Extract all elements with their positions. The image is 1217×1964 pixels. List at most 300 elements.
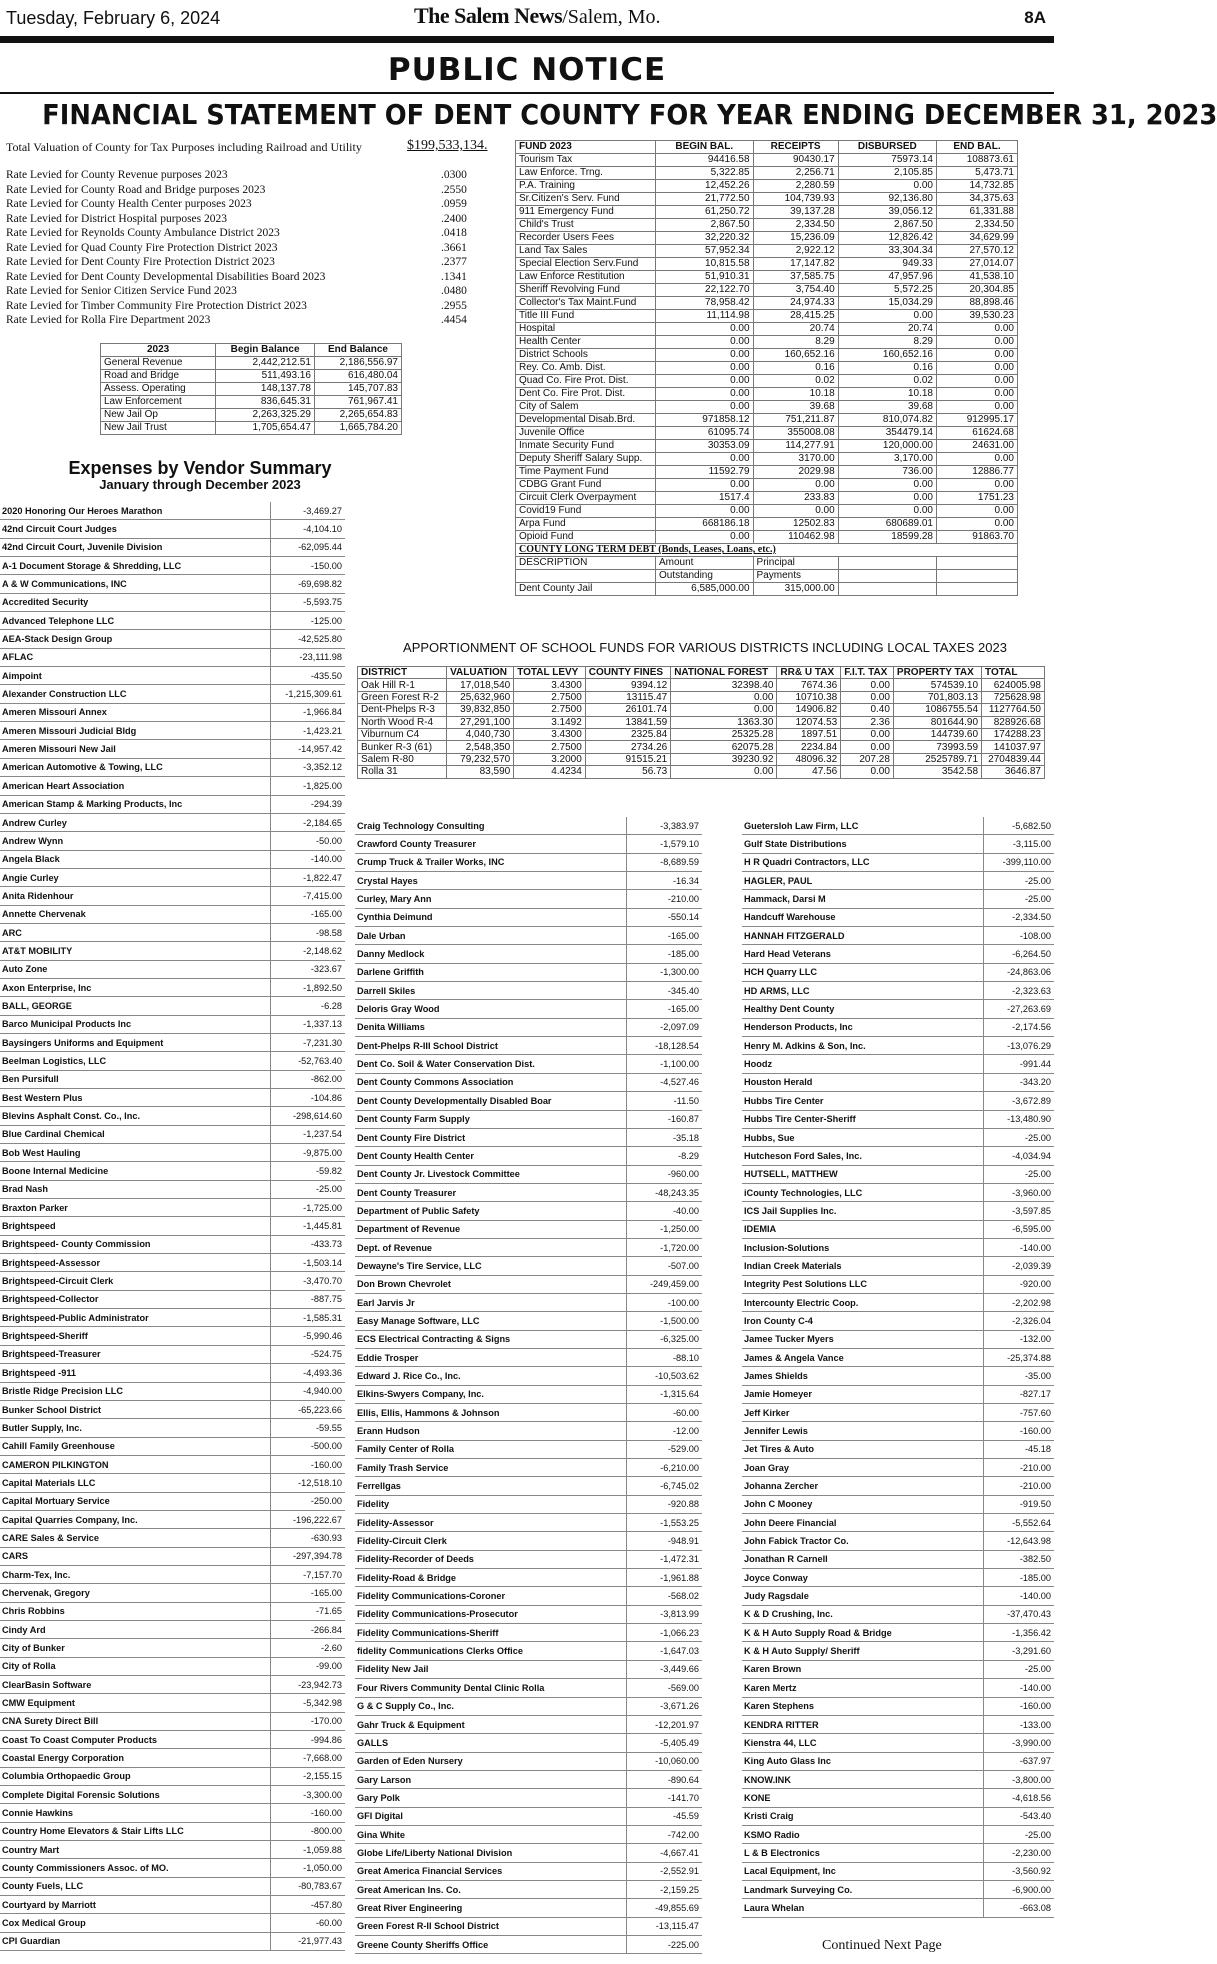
fund-cell: 0.00 — [936, 349, 1017, 362]
vendor-name: Cahill Family Greenhouse — [0, 1438, 271, 1455]
vendor-name: Darlene Griffith — [355, 964, 627, 981]
vendor-row — [355, 1037, 702, 1055]
vendor-row — [742, 835, 1054, 853]
vendor-amount: -125.00 — [310, 615, 342, 626]
vendor-name: HAGLER, PAUL — [742, 872, 984, 889]
vendor-amount: -2,184.65 — [303, 817, 342, 828]
vendor-amount: -249,459.00 — [649, 1279, 699, 1290]
school-cell: 0.40 — [841, 704, 894, 716]
vendor-amount: -98.58 — [315, 927, 342, 938]
school-cell: 2.36 — [841, 716, 894, 728]
vendor-row — [742, 1679, 1054, 1697]
vendor-amount: -433.73 — [310, 1239, 342, 1250]
vendor-amount: -140.00 — [1019, 1242, 1051, 1253]
vendor-row — [355, 1587, 702, 1605]
debt-cell: 315,000.00 — [753, 583, 838, 596]
vendor-amount: -6,210.00 — [660, 1462, 699, 1473]
vendor-name: Hoodz — [742, 1055, 984, 1072]
fund-cell: 810,074.82 — [838, 414, 936, 427]
vendor-amount: -35.00 — [1024, 1370, 1051, 1381]
fund-cell: 39,530.23 — [936, 310, 1017, 323]
vendor-amount: -10,060.00 — [655, 1756, 699, 1767]
vendor-name: AT&T MOBILITY — [0, 942, 271, 959]
fund-cell: Child's Trust — [516, 219, 656, 232]
vendor-name: James & Angela Vance — [742, 1349, 984, 1366]
vendor-amount: -991.44 — [1019, 1059, 1051, 1070]
vendor-row — [355, 854, 702, 872]
vendor-amount: -323.67 — [310, 964, 342, 975]
vendor-amount: -3,291.60 — [1012, 1646, 1051, 1657]
vendor-name: Crawford County Treasurer — [355, 835, 627, 852]
vendor-row — [355, 1404, 702, 1422]
vendor-row — [355, 1936, 702, 1954]
fund-cell: 0.00 — [936, 401, 1017, 414]
fund-cell: 51,910.31 — [656, 271, 754, 284]
vendor-row — [742, 1037, 1054, 1055]
debt-title: COUNTY LONG TERM DEBT (Bonds, Leases, Loans, etc.) — [516, 544, 1018, 557]
vendor-amount: -2,148.62 — [303, 945, 342, 956]
school-cell: 2.7500 — [514, 741, 586, 753]
school-cell: 2525789.71 — [893, 753, 981, 765]
vendor-name: Andrew Curley — [0, 814, 271, 831]
fund-row — [516, 492, 1018, 505]
vendor-amount: -742.00 — [667, 1829, 699, 1840]
public-notice-heading: PUBLIC NOTICE — [387, 52, 667, 88]
vendor-amount: -637.97 — [1019, 1756, 1051, 1767]
fund-row — [516, 167, 1018, 180]
school-cell: 91515.21 — [585, 753, 670, 765]
vendor-name: Brightspeed -911 — [0, 1364, 271, 1381]
school-cell: 2704839.44 — [982, 753, 1045, 765]
vendor-name: Hubbs Tire Center — [742, 1092, 984, 1109]
vendor-row — [0, 1217, 345, 1235]
school-cell: 62075.28 — [671, 741, 777, 753]
fund-cell: Juvenile Office — [516, 427, 656, 440]
vendor-name: HUTSELL, MATTHEW — [742, 1166, 984, 1183]
fund-cell: Hospital — [516, 323, 656, 336]
fund-cell: 0.00 — [838, 479, 936, 492]
rate-value: .0300 — [441, 169, 467, 181]
vendor-row — [355, 1606, 702, 1624]
vendor-row — [742, 945, 1054, 963]
vendor-name: Greene County Sheriffs Office — [355, 1936, 627, 1953]
vendor-row — [742, 890, 1054, 908]
vendor-amount: -2,174.56 — [1012, 1022, 1051, 1033]
balance-cell: 2,186,556.97 — [314, 357, 401, 370]
vendor-row — [0, 594, 345, 612]
vendor-amount: -1,961.88 — [660, 1572, 699, 1583]
vendor-amount: -69,698.82 — [298, 579, 342, 590]
vendor-name: Gahr Truck & Equipment — [355, 1716, 627, 1733]
vendor-row — [742, 1624, 1054, 1642]
fund-cell: 24631.00 — [936, 440, 1017, 453]
fund-row — [516, 284, 1018, 297]
paper-name: The Salem News — [414, 3, 563, 28]
school-cell: Oak Hill R-1 — [358, 679, 447, 691]
rate-value: .2377 — [441, 256, 467, 268]
vendor-name: Erann Hudson — [355, 1422, 627, 1439]
debt-header: Principal — [753, 557, 838, 570]
vendor-name: Dent Co. Soil & Water Conservation Dist. — [355, 1055, 627, 1072]
balance-cell: 145,707.83 — [314, 383, 401, 396]
fund-cell: 20.74 — [838, 323, 936, 336]
statement-title: FINANCIAL STATEMENT OF DENT COUNTY FOR YEAR ENDING DECEMBER 31, 2023 — [42, 98, 1217, 131]
rate-value: .2550 — [441, 183, 467, 196]
vendor-amount: -11.50 — [673, 1095, 699, 1106]
vendor-row — [0, 1859, 345, 1877]
vendor-amount: -3,960.00 — [1012, 1187, 1051, 1198]
vendor-amount: -108.00 — [1019, 930, 1051, 941]
vendor-row — [0, 961, 345, 979]
vendor-name: Department of Public Safety — [355, 1202, 627, 1219]
vendor-row — [742, 1826, 1054, 1844]
vendor-amount: -60.00 — [315, 1918, 342, 1929]
vendor-amount: -25.00 — [1024, 1169, 1051, 1180]
vendor-row — [742, 817, 1054, 835]
school-row — [358, 741, 1045, 753]
fund-header: END BAL. — [936, 141, 1017, 154]
fund-cell: Rey. Co. Amb. Dist. — [516, 362, 656, 375]
vendor-amount: -10,503.62 — [655, 1370, 699, 1381]
vendor-row — [0, 1731, 345, 1749]
school-cell: Salem R-80 — [358, 753, 447, 765]
balance-cell: Assess. Operating — [101, 383, 216, 396]
school-cell: 0.00 — [841, 679, 894, 691]
vendor-amount: -4,618.56 — [1012, 1792, 1051, 1803]
school-cell: Bunker R-3 (61) — [358, 741, 447, 753]
fund-cell: 0.00 — [936, 362, 1017, 375]
vendor-name: CARS — [0, 1548, 271, 1565]
vendor-amount: -65,223.66 — [298, 1404, 342, 1415]
vendor-name: John C Mooney — [742, 1496, 984, 1513]
school-cell: 3646.87 — [982, 766, 1045, 778]
vendor-row — [355, 1294, 702, 1312]
school-row — [358, 679, 1045, 691]
vendor-amount: -150.00 — [310, 560, 342, 571]
school-row — [358, 728, 1045, 740]
vendor-amount: -3,990.00 — [1012, 1737, 1051, 1748]
vendor-row — [355, 1055, 702, 1073]
fund-cell: 12502.83 — [753, 518, 838, 531]
fund-cell: Tourism Tax — [516, 154, 656, 167]
vendor-name: fidelity Communications Clerks Office — [355, 1642, 627, 1659]
vendor-row — [742, 1698, 1054, 1716]
vendor-amount: -6,745.02 — [660, 1481, 699, 1492]
vendor-row — [742, 1496, 1054, 1514]
vendor-amount: -3,671.26 — [660, 1701, 699, 1712]
vendor-name: Charm-Tex, Inc. — [0, 1566, 271, 1583]
balance-cell: Road and Bridge — [101, 370, 216, 383]
vendor-amount: -3,449.66 — [660, 1664, 699, 1675]
fund-cell: 0.00 — [936, 518, 1017, 531]
vendor-name: Axon Enterprise, Inc — [0, 979, 271, 996]
vendor-row — [742, 1789, 1054, 1807]
vendor-amount: -568.02 — [667, 1591, 699, 1602]
vendor-row — [742, 927, 1054, 945]
vendor-row — [742, 1863, 1054, 1881]
vendor-amount: -2,326.04 — [1012, 1315, 1051, 1326]
vendor-row — [0, 1603, 345, 1621]
school-cell: Rolla 31 — [358, 766, 447, 778]
vendor-row — [355, 835, 702, 853]
fund-cell: 0.00 — [656, 401, 754, 414]
vendor-name: Dent County Treasurer — [355, 1184, 627, 1201]
vendor-amount: -13,480.90 — [1007, 1114, 1051, 1125]
vendor-row — [0, 1658, 345, 1676]
vendor-name: K & D Crushing, Inc. — [742, 1606, 984, 1623]
vendor-row — [355, 1312, 702, 1330]
vendor-amount: -3,813.99 — [660, 1609, 699, 1620]
fund-cell: 2,922.12 — [753, 245, 838, 258]
vendor-name: Guetersloh Law Firm, LLC — [742, 817, 984, 834]
vendor-name: Eddie Trosper — [355, 1349, 627, 1366]
vendor-amount: -1,059.88 — [303, 1844, 342, 1855]
vendor-amount: -23,111.98 — [299, 652, 342, 663]
fund-cell: P.A. Training — [516, 180, 656, 193]
vendor-amount: -3,470.70 — [303, 1276, 342, 1287]
vendor-name: Earl Jarvis Jr — [355, 1294, 627, 1311]
fund-cell: Title III Fund — [516, 310, 656, 323]
vendor-name: Deloris Gray Wood — [355, 1000, 627, 1017]
vendor-name: American Automotive & Towing, LLC — [0, 759, 271, 776]
vendor-amount: -1,720.00 — [660, 1242, 699, 1253]
vendor-row — [0, 1401, 345, 1419]
fund-cell: Law Enforce Restitution — [516, 271, 656, 284]
vendor-amount: -7,415.00 — [303, 890, 342, 901]
vendor-amount: -1,445.81 — [303, 1221, 342, 1232]
vendor-row — [355, 1624, 702, 1642]
school-cell: 1127764.50 — [982, 704, 1045, 716]
vendor-row — [742, 1092, 1054, 1110]
vendor-amount: -3,115.00 — [1012, 839, 1051, 850]
vendor-amount: -4,493.36 — [303, 1367, 342, 1378]
fund-header: DISBURSED — [838, 141, 936, 154]
fund-cell: 911 Emergency Fund — [516, 206, 656, 219]
vendor-row — [355, 1789, 702, 1807]
school-row — [358, 691, 1045, 703]
vendor-row — [0, 520, 345, 538]
vendor-row — [742, 1459, 1054, 1477]
vendor-amount: -160.00 — [310, 1459, 342, 1470]
vendor-amount: -185.00 — [667, 949, 699, 960]
vendor-name: KENDRA RITTER — [742, 1716, 984, 1733]
vendor-column-3 — [742, 817, 1054, 1918]
vendor-name: CNA Surety Direct Bill — [0, 1713, 271, 1730]
fund-row — [516, 193, 1018, 206]
school-header: VALUATION — [447, 667, 514, 679]
fund-header: FUND 2023 — [516, 141, 656, 154]
fund-cell: 20,304.85 — [936, 284, 1017, 297]
vendor-name: City of Rolla — [0, 1658, 271, 1675]
fund-cell: 5,572.25 — [838, 284, 936, 297]
school-cell: 1897.51 — [777, 728, 841, 740]
vendor-amount: -4,667.41 — [660, 1847, 699, 1858]
vendor-name: Dent-Phelps R-III School District — [355, 1037, 627, 1054]
school-row — [358, 704, 1045, 716]
fund-cell: 3,754.40 — [753, 284, 838, 297]
school-cell: 4,040,730 — [447, 728, 514, 740]
vendor-amount: -1,215,309.61 — [285, 689, 342, 700]
vendor-name: L & B Electronics — [742, 1844, 984, 1861]
vendor-amount: -399,110.00 — [1002, 857, 1051, 868]
vendor-name: Gary Polk — [355, 1789, 627, 1806]
vendor-row — [0, 1713, 345, 1731]
vendor-amount: -345.40 — [667, 985, 699, 996]
school-cell: 79,232,570 — [447, 753, 514, 765]
page-number: 8A — [1024, 8, 1046, 27]
vendor-amount: -266.84 — [310, 1624, 342, 1635]
vendor-name: Ben Pursifull — [0, 1071, 271, 1088]
fund-cell: 114,277.91 — [753, 440, 838, 453]
rate-label: Rate Levied for District Hospital purposes 2023 — [6, 212, 228, 225]
vendor-name: CAMERON PILKINGTON — [0, 1456, 271, 1473]
fund-cell: Health Center — [516, 336, 656, 349]
vendor-row — [742, 1074, 1054, 1092]
vendor-name: Gary Larson — [355, 1771, 627, 1788]
vendor-amount: -500.00 — [310, 1441, 342, 1452]
vendor-name: Henderson Products, Inc — [742, 1019, 984, 1036]
vendor-row — [355, 1184, 702, 1202]
vendor-row — [742, 1477, 1054, 1495]
fund-row — [516, 388, 1018, 401]
fund-cell: 12,826.42 — [838, 232, 936, 245]
fund-cell: 10.18 — [838, 388, 936, 401]
vendor-row — [742, 1312, 1054, 1330]
vendor-name: Landmark Surveying Co. — [742, 1881, 984, 1898]
vendor-row — [0, 796, 345, 814]
vendor-row — [0, 1841, 345, 1859]
fund-cell: 0.02 — [838, 375, 936, 388]
school-cell: 25,632,960 — [447, 691, 514, 703]
vendor-row — [0, 740, 345, 758]
vendor-row — [0, 1327, 345, 1345]
vendor-amount: -3,597.85 — [1012, 1205, 1051, 1216]
vendor-name: Butler Supply, Inc. — [0, 1419, 271, 1436]
vendor-name: Fidelity-Recorder of Deeds — [355, 1551, 627, 1568]
fund-cell: 0.00 — [936, 388, 1017, 401]
fund-cell: Sheriff Revolving Fund — [516, 284, 656, 297]
vendor-name: Boone Internal Medicine — [0, 1162, 271, 1179]
vendor-name: Dent County Developmentally Disabled Boar — [355, 1092, 627, 1109]
vendor-name: BALL, GEORGE — [0, 997, 271, 1014]
vendor-name: Crump Truck & Trailer Works, INC — [355, 854, 627, 871]
vendor-amount: -630.93 — [310, 1532, 342, 1543]
vendor-name: Laura Whelan — [742, 1899, 984, 1916]
rate-value: .4454 — [441, 314, 467, 326]
vendor-amount: -196,222.67 — [292, 1514, 342, 1525]
school-cell: 0.00 — [671, 691, 777, 703]
vendor-name: Angie Curley — [0, 869, 271, 886]
fund-cell: 57,952.34 — [656, 245, 754, 258]
vendor-name: Joan Gray — [742, 1459, 984, 1476]
vendor-amount: -21,977.43 — [298, 1936, 342, 1947]
balance-cell: 836,645.31 — [216, 396, 315, 409]
vendor-row — [0, 1548, 345, 1566]
vendor-amount: -170.00 — [310, 1716, 342, 1727]
vendor-row — [742, 1111, 1054, 1129]
fund-row — [516, 180, 1018, 193]
fund-row — [516, 479, 1018, 492]
balance-cell: 616,480.04 — [314, 370, 401, 383]
vendor-row — [0, 1107, 345, 1125]
vendor-row — [0, 1034, 345, 1052]
vendor-amount: -6,264.50 — [1012, 949, 1051, 960]
school-cell: 2.7500 — [514, 704, 586, 716]
fund-cell: 0.00 — [656, 388, 754, 401]
vendor-amount: -6,595.00 — [1012, 1224, 1051, 1235]
fund-row — [516, 154, 1018, 167]
school-header: COUNTY FINES — [585, 667, 670, 679]
fund-row — [516, 232, 1018, 245]
vendor-amount: -8,689.59 — [660, 857, 699, 868]
vendor-amount: -185.00 — [1019, 1572, 1051, 1583]
vendor-column-1 — [0, 502, 345, 1951]
vendor-name: Capital Mortuary Service — [0, 1493, 271, 1510]
rate-row — [6, 285, 486, 300]
vendor-name: Cynthia Deimund — [355, 909, 627, 926]
school-header: RR& U TAX — [777, 667, 841, 679]
school-cell: 56.73 — [585, 766, 670, 778]
newspaper-masthead — [414, 3, 661, 29]
fund-cell: Covid19 Fund — [516, 505, 656, 518]
school-cell: 141037.97 — [982, 741, 1045, 753]
school-cell: 207.28 — [841, 753, 894, 765]
vendor-row — [355, 1147, 702, 1165]
school-header: F.I.T. TAX — [841, 667, 894, 679]
vendor-row — [355, 1331, 702, 1349]
vendor-name: Family Center of Rolla — [355, 1441, 627, 1458]
fund-cell: Circuit Clerk Overpayment — [516, 492, 656, 505]
balance-cell: 1,705,654.47 — [216, 422, 315, 435]
vendor-name: 2020 Honoring Our Heroes Marathon — [0, 502, 271, 519]
vendor-row — [0, 1346, 345, 1364]
school-cell: 3.4300 — [514, 728, 586, 740]
vendor-row — [355, 1863, 702, 1881]
vendor-amount: -2,552.91 — [660, 1866, 699, 1877]
vendor-name: Country Home Elevators & Stair Lifts LLC — [0, 1823, 271, 1840]
fund-cell: 0.00 — [936, 323, 1017, 336]
fund-cell: 32,220.32 — [656, 232, 754, 245]
vendor-row — [742, 1404, 1054, 1422]
debt-header: Payments — [753, 570, 838, 583]
vendor-name: K & H Auto Supply Road & Bridge — [742, 1624, 984, 1641]
vendor-amount: -25.00 — [1024, 1132, 1051, 1143]
vendor-amount: -6,900.00 — [1012, 1884, 1051, 1895]
vendor-row — [0, 1474, 345, 1492]
vendor-name: Connie Hawkins — [0, 1804, 271, 1821]
vendor-amount: -5,990.46 — [303, 1331, 342, 1342]
vendor-amount: -140.00 — [1019, 1682, 1051, 1693]
fund-cell: 8.29 — [838, 336, 936, 349]
vendor-row — [0, 997, 345, 1015]
balance-cell: New Jail Op — [101, 409, 216, 422]
vendor-name: AEA-Stack Design Group — [0, 630, 271, 647]
vendor-row — [355, 1166, 702, 1184]
vendor-row — [0, 832, 345, 850]
vendor-amount: -160.00 — [310, 1808, 342, 1819]
vendor-name: Hubbs Tire Center-Sheriff — [742, 1111, 984, 1128]
fund-table — [515, 140, 1018, 596]
vendor-row — [355, 1459, 702, 1477]
vendor-row — [0, 1309, 345, 1327]
school-cell: 144739.60 — [893, 728, 981, 740]
vendor-row — [742, 1716, 1054, 1734]
total-valuation-value: $199,533,134. — [407, 138, 488, 153]
vendor-amount: -60.00 — [672, 1407, 699, 1418]
vendor-amount: -3,672.89 — [1012, 1095, 1051, 1106]
fund-cell: 1517.4 — [656, 492, 754, 505]
vendor-name: Brad Nash — [0, 1181, 271, 1198]
